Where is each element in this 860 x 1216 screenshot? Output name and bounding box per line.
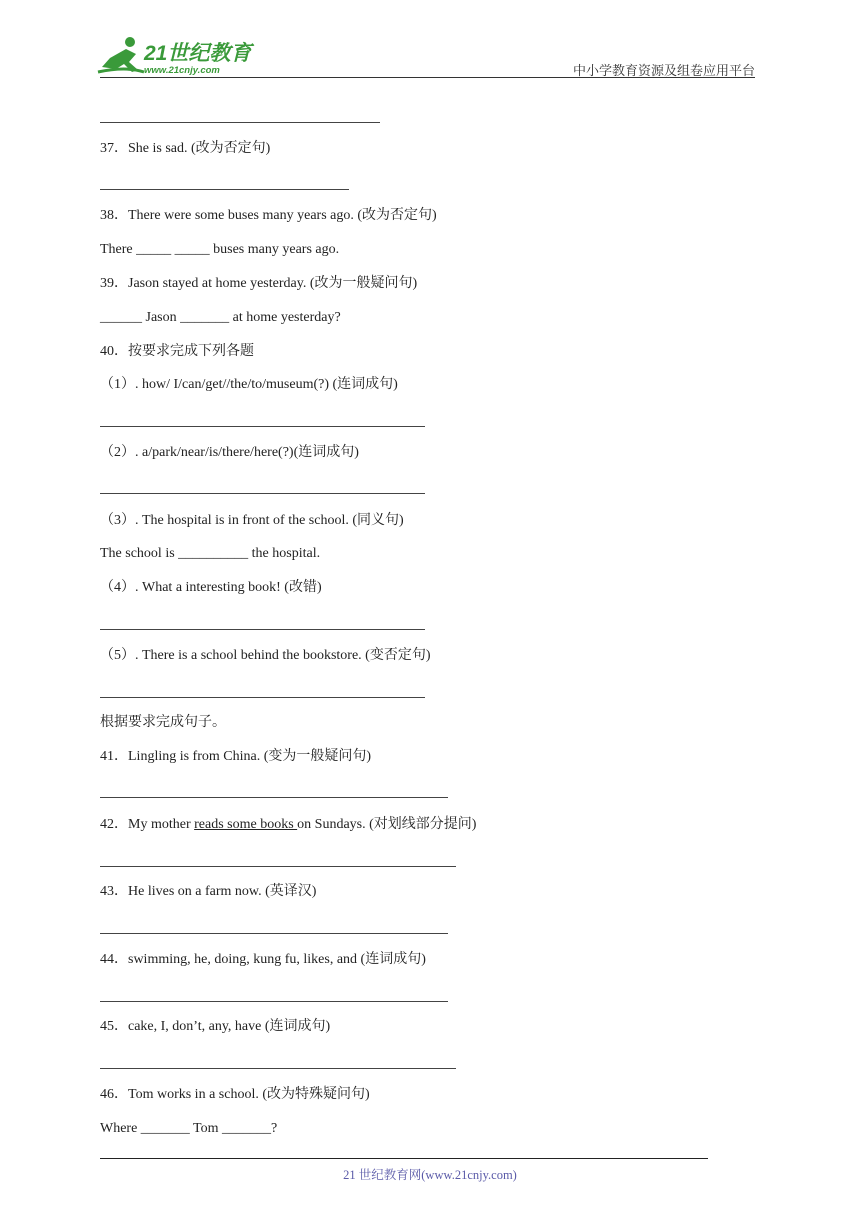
runner-icon [98, 37, 144, 72]
question-40-5: （5）. There is a school behind the bookstore. (变否定句) [100, 648, 431, 663]
logo-url: www.21cnjy.com [144, 65, 220, 76]
question-42-suffix: on Sundays. (对划线部分提问) [297, 817, 477, 832]
question-42-underlined: reads some books [194, 817, 298, 832]
question-46-answer: Where _______ Tom _______? [100, 1121, 278, 1136]
answer-blank [100, 797, 448, 798]
question-38: 38．There were some buses many years ago. (改为否定句) [100, 208, 437, 223]
question-45: 45．cake, I, don’t, any, have (连词成句) [100, 1019, 331, 1034]
question-40-3: （3）. The hospital is in front of the school. (同义句) [100, 513, 404, 528]
answer-blank [100, 1068, 456, 1069]
question-40: 40．按要求完成下列各题 [100, 344, 254, 359]
logo-brand: 21世纪教育 [144, 42, 252, 65]
question-44: 44．swimming, he, doing, kung fu, likes, and (连词成句) [100, 952, 426, 967]
site-logo [96, 36, 266, 80]
answer-blank [100, 1001, 448, 1002]
question-40-4: （4）. What a interesting book! (改错) [100, 580, 322, 595]
header-rule [100, 77, 755, 78]
answer-blank [100, 122, 380, 123]
question-37: 37．She is sad. (改为否定句) [100, 141, 271, 156]
answer-blank [100, 426, 425, 427]
answer-blank [100, 189, 349, 190]
question-38-answer: There _____ _____ buses many years ago. [100, 242, 340, 257]
question-46: 46．Tom works in a school. (改为特殊疑问句) [100, 1087, 370, 1102]
question-42-prefix: 42．My mother [100, 817, 195, 832]
section-heading: 根据要求完成句子。 [100, 715, 226, 730]
answer-blank [100, 629, 425, 630]
footer-rule [100, 1158, 708, 1159]
question-40-2: （2）. a/park/near/is/there/here(?)(连词成句) [100, 445, 359, 460]
question-43: 43．He lives on a farm now. (英译汉) [100, 884, 317, 899]
question-40-1: （1）. how/ I/can/get//the/to/museum(?) (连词成句) [100, 377, 398, 392]
answer-blank [100, 493, 425, 494]
answer-blank [100, 933, 448, 934]
footer-text: 21 世纪教育网(www.21cnjy.com) [343, 1168, 517, 1182]
question-40-3-answer: The school is __________ the hospital. [100, 546, 321, 561]
answer-blank [100, 697, 425, 698]
answer-blank [100, 866, 456, 867]
question-39-answer: ______ Jason _______ at home yesterday? [100, 310, 341, 325]
question-39: 39．Jason stayed at home yesterday. (改为一般疑问句) [100, 276, 418, 291]
header-platform-text: 中小学教育资源及组卷应用平台 [572, 63, 755, 78]
question-42 [100, 815, 476, 835]
question-41: 41．Lingling is from China. (变为一般疑问句) [100, 749, 372, 764]
